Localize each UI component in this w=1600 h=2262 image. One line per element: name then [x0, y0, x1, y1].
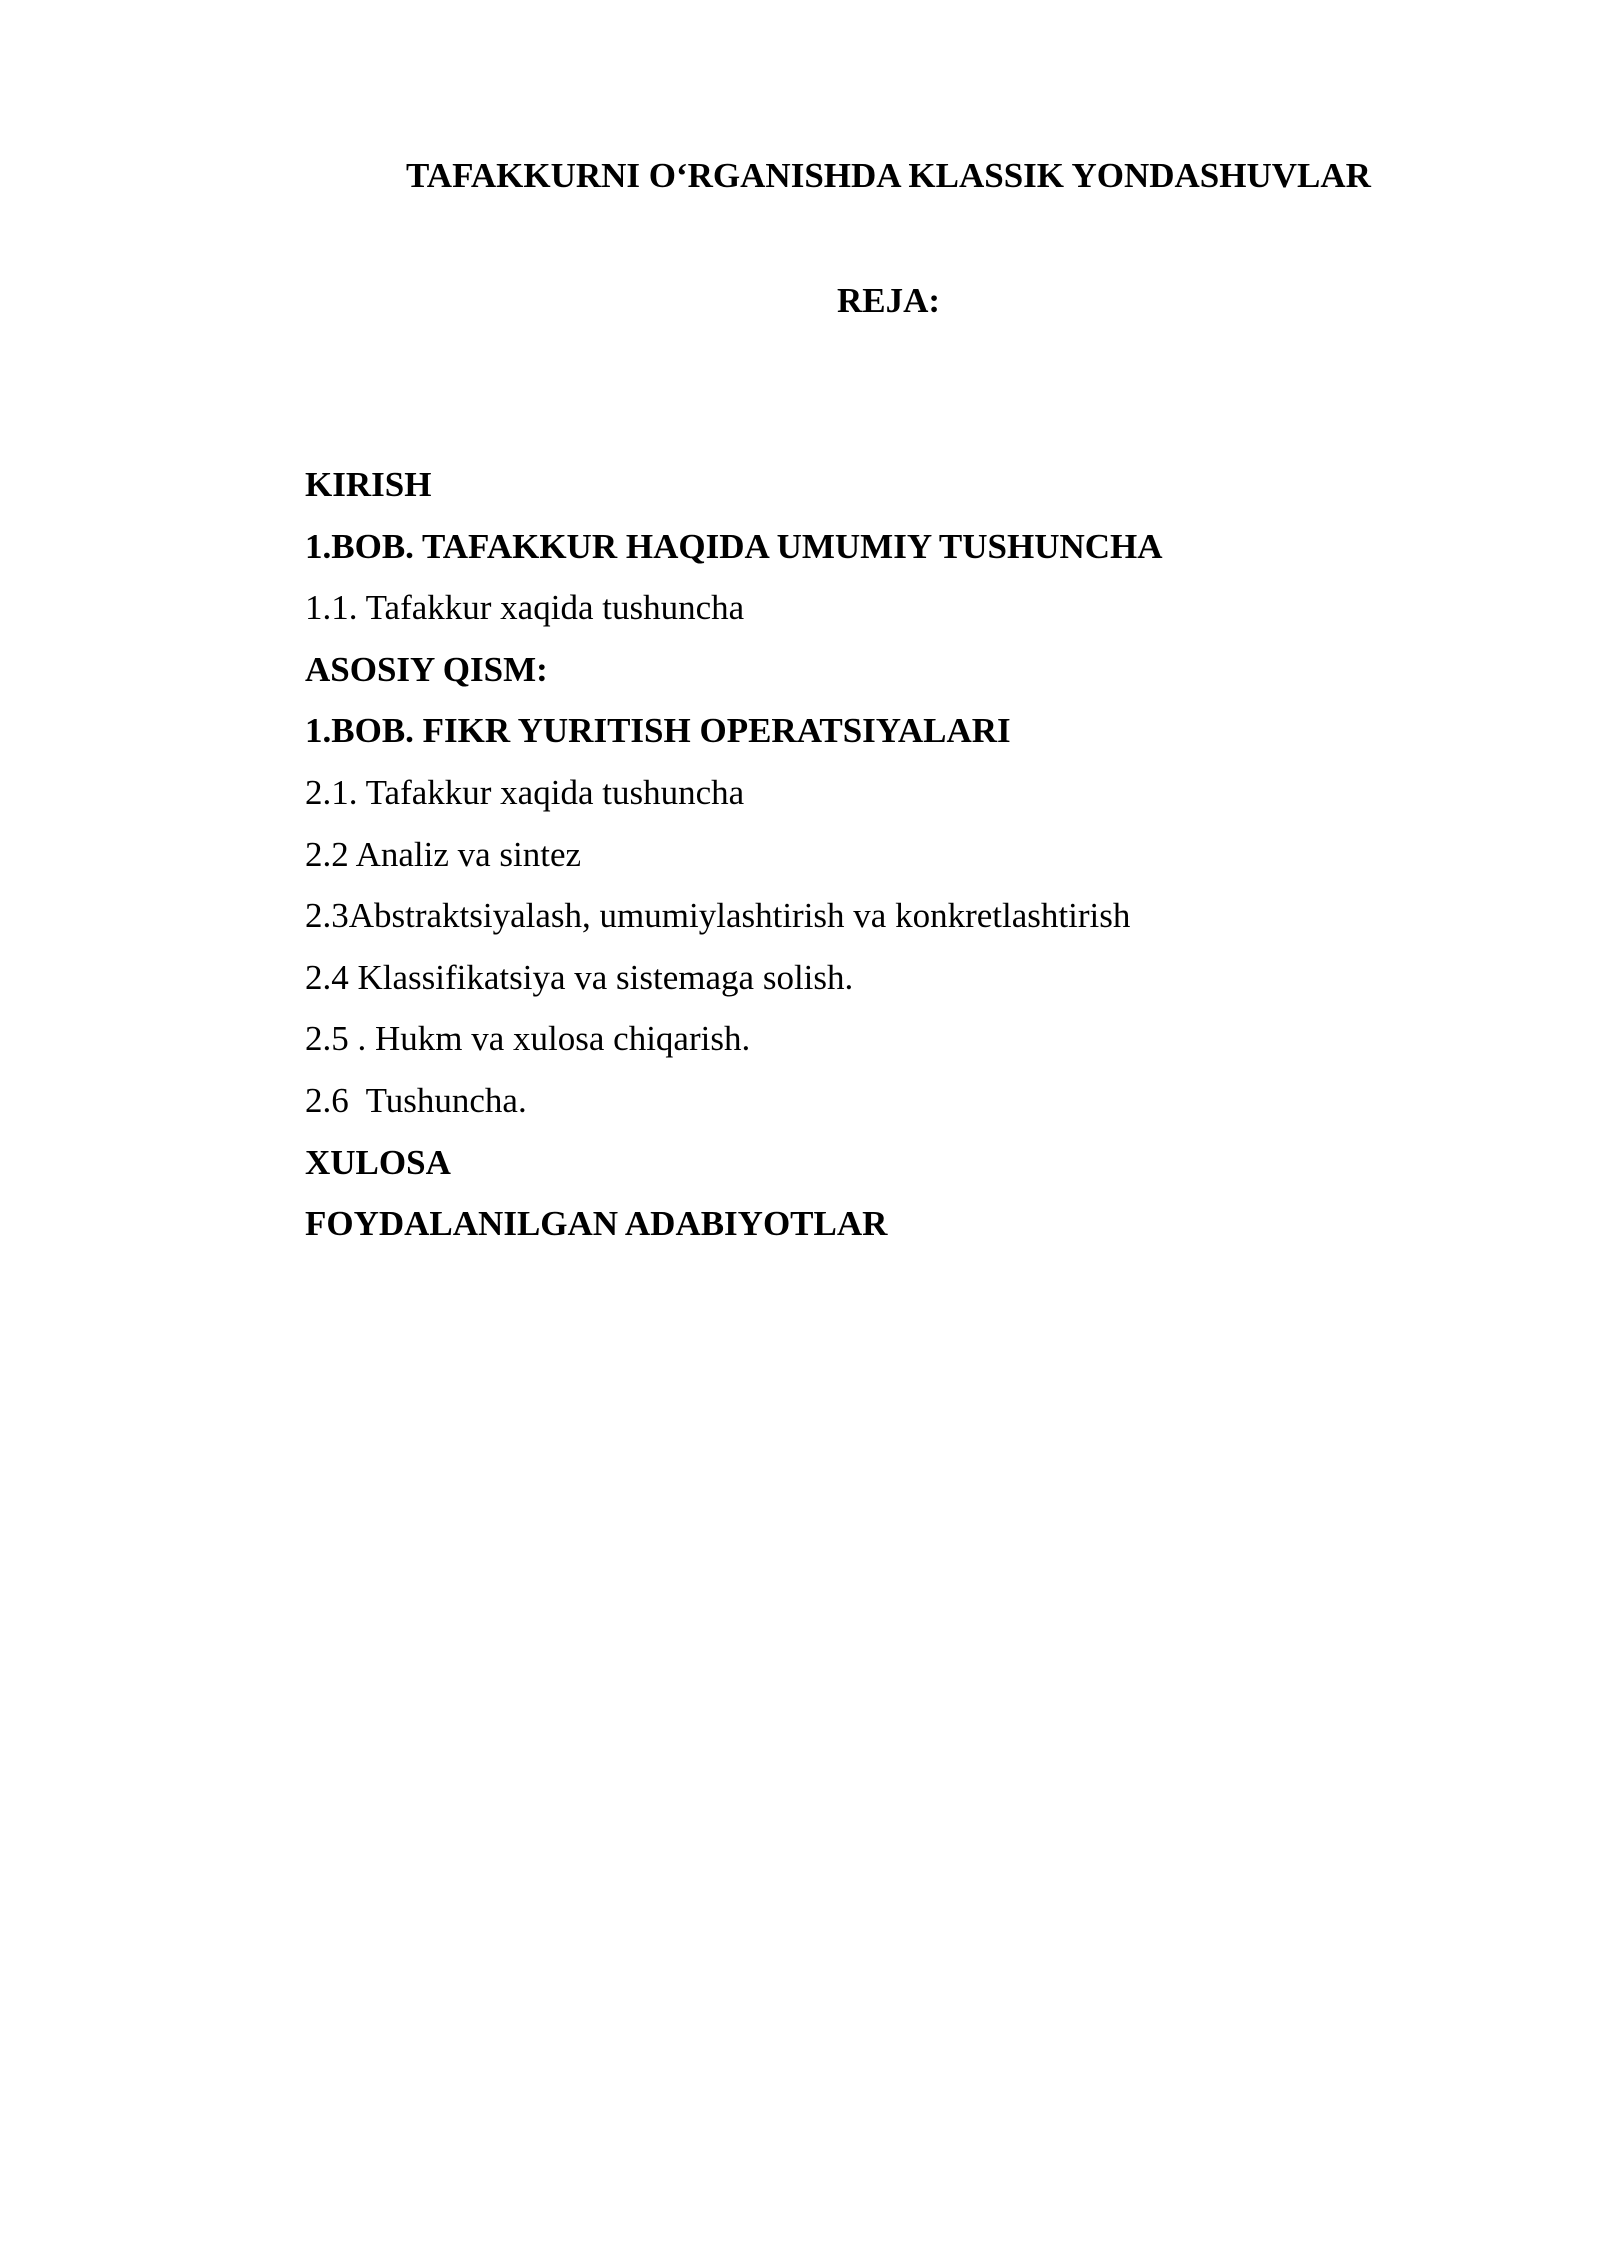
table-of-contents: [305, 454, 1163, 1255]
toc-item-kirish: KIRISH: [305, 465, 432, 504]
toc-item-main-part: ASOSIY QISM:: [305, 649, 548, 689]
toc-item-references: FOYDALANILGAN ADABIYOTLAR: [305, 1204, 888, 1244]
toc-item-chapter-1: 1.BOB. TAFAKKUR HAQIDA UMUMIY TUSHUNCHA: [305, 526, 1163, 566]
toc-item-2-4: 2.4 Klassifikatsiya va sistemaga solish.: [305, 957, 854, 997]
document-title: TAFAKKURNI O‘RGANISHDA KLASSIK YONDASHUVLAR: [406, 156, 1371, 195]
plan-heading: REJA:: [836, 281, 941, 320]
toc-item-2-3: 2.3Abstraktsiyalash, umumiylashtirish va konkretlashtirish: [305, 896, 1131, 936]
toc-item-2-1: 2.1. Tafakkur xaqida tushuncha: [305, 772, 745, 812]
toc-item-1-1: 1.1. Tafakkur xaqida tushuncha: [305, 588, 745, 628]
toc-item-conclusion: XULOSA: [305, 1142, 451, 1182]
toc-item-2-5: 2.5 . Hukm va xulosa chiqarish.: [305, 1019, 751, 1059]
toc-item-2-6: 2.6 Tushuncha.: [305, 1080, 527, 1120]
toc-item-chapter-2: 1.BOB. FIKR YURITISH OPERATSIYALARI: [305, 711, 1011, 751]
toc-item-2-2: 2.2 Analiz va sintez: [305, 834, 582, 874]
